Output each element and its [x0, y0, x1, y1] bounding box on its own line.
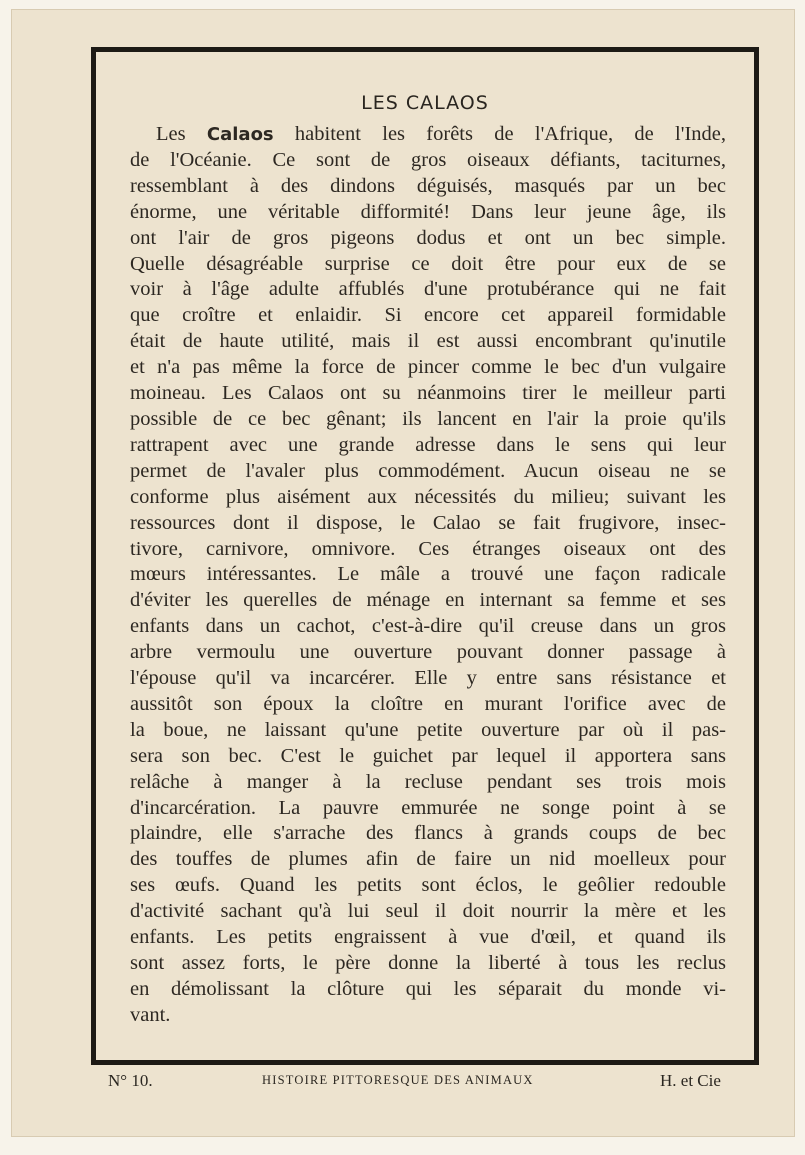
text-line: que croître et enlaidir. Si encore cet appareil formidable [130, 304, 726, 327]
text-line: d'éviter les querelles de ménage en internant sa femme et ses [130, 589, 726, 612]
text-run: habitent les forêts de l'Afrique, de l'Inde, [273, 123, 726, 145]
text-line: conforme plus aisément aux nécessités du milieu; suivant les [130, 485, 726, 508]
series-title: HISTOIRE PITTORESQUE DES ANIMAUX [262, 1073, 534, 1087]
text-line: en démolissant la clôture qui les séparait du monde vi- [130, 977, 726, 1000]
text-line: enfants dans un cachot, c'est-à-dire qu'il creuse dans un gros [130, 615, 726, 638]
text-line: permet de l'avaler plus commodément. Aucun oiseau ne se [130, 459, 726, 482]
text-line: l'épouse qu'il va incarcérer. Elle y entre sans résistance et [130, 667, 726, 690]
text-line: d'incarcération. La pauvre emmurée ne songe point à se [130, 796, 726, 819]
text-line: était de haute utilité, mais il est aussi encombrant qu'inutile [130, 330, 726, 353]
text-line: ressemblant à des dindons déguisés, masqués par un bec [130, 174, 726, 197]
text-line: vant. [130, 1003, 171, 1026]
text-line: enfants. Les petits engraissent à vue d'œil, et quand ils [130, 926, 726, 949]
text-line: ses œufs. Quand les petits sont éclos, le geôlier redouble [130, 874, 726, 897]
text-line: la boue, ne laissant qu'une petite ouverture par où il pas- [130, 718, 726, 741]
text-line: moineau. Les Calaos ont su néanmoins tirer le meilleur parti [130, 382, 726, 405]
text-line: possible de ce bec gênant; ils lancent en l'air la proie qu'ils [130, 407, 726, 430]
text-line: relâche à manger à la recluse pendant ses trois mois [130, 770, 726, 793]
text-line: de l'Océanie. Ce sont de gros oiseaux défiants, taciturnes, [130, 148, 726, 171]
text-line: tivore, carnivore, omnivore. Ces étranges oiseaux ont des [130, 537, 726, 560]
text-line: rattrapent avec une grande adresse dans le sens qui leur [130, 433, 726, 456]
text-line: des touffes de plumes afin de faire un nid moelleux pour [130, 848, 726, 871]
text-line: voir à l'âge adulte affublés d'une protubérance qui ne fait [130, 278, 726, 301]
text-frame [91, 47, 759, 1065]
card-number: N° 10. [108, 1071, 153, 1090]
text-line: d'activité sachant qu'à lui seul il doit nourrir la mère et les [130, 900, 726, 923]
text-line: sont assez forts, le père donne la liberté à tous les reclus [130, 952, 726, 974]
text-line: plaindre, elle s'arrache des flancs à grands coups de bec [130, 822, 726, 845]
text-line: sera son bec. C'est le guichet par lequel il apportera sans [130, 744, 726, 767]
text-line [130, 122, 726, 148]
text-run: Les [156, 123, 207, 145]
text-line: arbre vermoulu une ouverture pouvant donner passage à [130, 641, 726, 664]
article-body [130, 122, 726, 1029]
text-line: aussitôt son époux la cloître en murant l'orifice avec de [130, 692, 726, 715]
publisher: H. et Cie [660, 1071, 721, 1090]
text-line: Quelle désagréable surprise ce doit être pour eux de se [130, 252, 726, 275]
card-title: LES CALAOS [361, 92, 489, 114]
text-line: énorme, une véritable difformité! Dans leur jeune âge, ils [130, 200, 726, 223]
text-line: et n'a pas même la force de pincer comme le bec d'un vulgaire [130, 356, 726, 379]
species-name: Calaos [206, 124, 274, 145]
text-line: mœurs intéressantes. Le mâle a trouvé une façon radicale [130, 563, 726, 586]
text-line: ressources dont il dispose, le Calao se fait frugivore, insec- [130, 511, 726, 534]
text-line: ont l'air de gros pigeons dodus et ont un bec simple. [130, 226, 726, 249]
